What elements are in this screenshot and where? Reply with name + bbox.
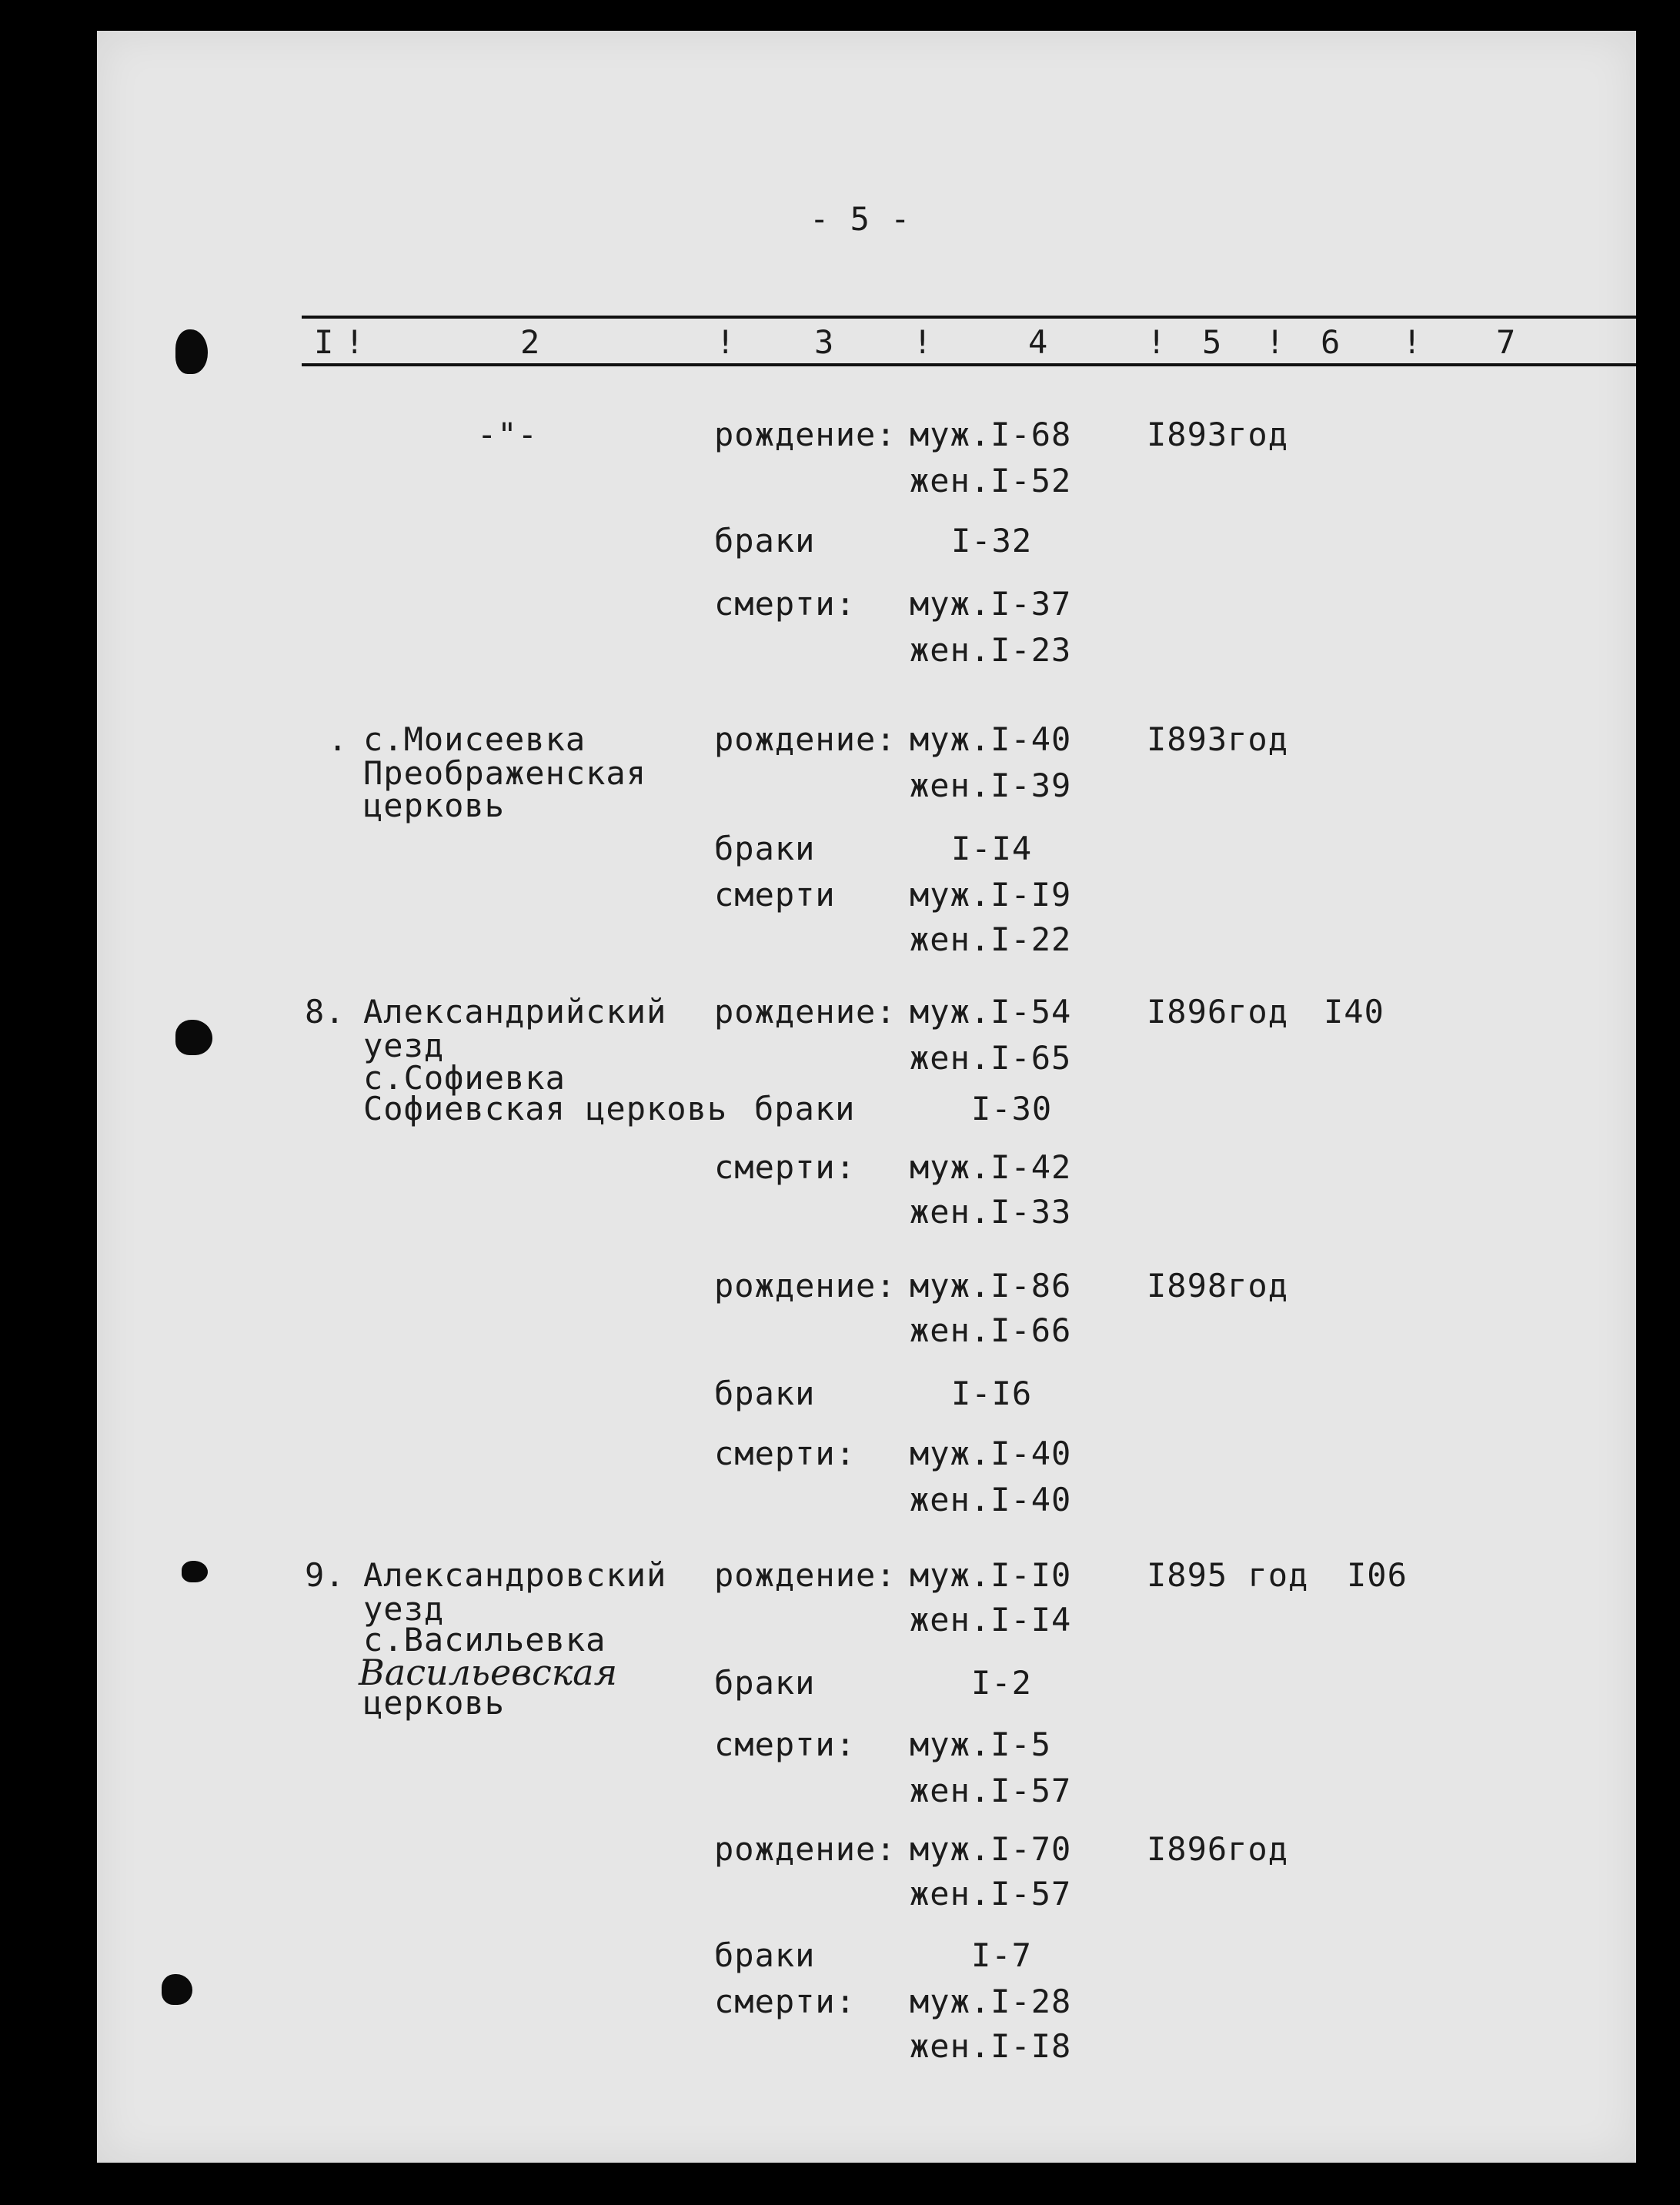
event-label: браки [714,1936,816,1974]
event-value: I-32 [951,522,1033,560]
place-line: уезд [363,1027,445,1064]
event-value: жен.I-I8 [910,2027,1072,2065]
event-value: муж.I-40 [910,720,1072,758]
event-label: смерти: [714,1435,857,1472]
place-line: церковь [363,787,506,824]
event-value: муж.I-42 [910,1148,1072,1186]
event-value: жен.I-22 [910,920,1072,958]
event-label: рождение: [714,1830,897,1868]
col-separator: ! [1265,323,1286,361]
event-value: муж.I-37 [910,585,1072,623]
event-label: браки [714,1664,816,1702]
event-value: муж.I-5 [910,1726,1052,1763]
event-label: браки [714,1375,816,1412]
event-value: жен.I-66 [910,1311,1072,1349]
hole-mark [162,1974,192,2005]
count-value: I40 [1324,993,1384,1031]
handwritten-place-line: Васильевская [359,1652,618,1693]
event-value: I-I6 [951,1375,1033,1412]
entry-number: . [328,720,349,758]
event-value: муж.I-54 [910,993,1072,1031]
event-value: жен.I-52 [910,462,1072,499]
event-label: браки [714,522,816,560]
year-value: I893год [1147,720,1289,758]
year-value: I893год [1147,416,1289,453]
col-header-4: 4 [1028,323,1049,361]
col-header-1: I [314,323,335,361]
event-value: жен.I-39 [910,767,1072,804]
event-label: смерти: [714,1726,857,1763]
col-separator: ! [913,323,934,361]
event-label: рождение: [714,416,897,453]
event-label: смерти: [714,585,857,623]
event-value: I-I4 [951,830,1033,867]
hole-mark [175,1020,212,1055]
event-value: жен.I-65 [910,1039,1072,1077]
place-line: Преображенская [363,754,647,792]
event-label: браки [754,1090,856,1128]
col-header-6: 6 [1321,323,1341,361]
event-value: муж.I-28 [910,1983,1072,2020]
year-value: I898год [1147,1267,1289,1305]
event-value: I-2 [971,1664,1032,1702]
event-value: жен.I-I4 [910,1601,1072,1639]
place-line: Софиевская церковь [363,1090,728,1128]
event-value: жен.I-33 [910,1193,1072,1231]
col-header-3: 3 [814,323,835,361]
event-label: смерти: [714,1983,857,2020]
event-value: жен.I-57 [910,1772,1072,1809]
header-top-rule [302,316,1636,319]
event-value: I-30 [971,1090,1053,1128]
event-value: муж.I-40 [910,1435,1072,1472]
event-value: I-7 [971,1936,1032,1974]
col-separator: ! [1147,323,1167,361]
col-header-2: 2 [520,323,541,361]
event-value: муж.I-I9 [910,876,1072,914]
col-separator: ! [1402,323,1423,361]
event-value: жен.I-23 [910,631,1072,669]
year-value: I896год [1147,993,1289,1031]
place-line: с.Васильевка [363,1621,606,1659]
event-value: муж.I-86 [910,1267,1072,1305]
place-line: -"- [477,416,538,453]
place-line: уезд [363,1590,445,1628]
header-bottom-rule [302,363,1636,366]
event-value: жен.I-40 [910,1481,1072,1518]
event-label: рождение: [714,1556,897,1594]
event-value: муж.I-68 [910,416,1072,453]
hole-mark [175,329,208,374]
place-line: Александрийский [363,993,667,1031]
col-separator: ! [716,323,736,361]
event-label: смерти [714,876,836,914]
place-line: с.Моисеевка [363,720,586,758]
place-line: церковь [363,1684,506,1722]
entry-number: 9. [305,1556,346,1594]
event-value: муж.I-70 [910,1830,1072,1868]
event-label: рождение: [714,1267,897,1305]
event-label: рождение: [714,993,897,1031]
year-value: I896год [1147,1830,1289,1868]
event-value: жен.I-57 [910,1875,1072,1913]
col-header-5: 5 [1202,323,1223,361]
col-separator: ! [345,323,366,361]
year-value: I895 год [1147,1556,1309,1594]
col-header-7: 7 [1496,323,1517,361]
place-line: с.Софиевка [363,1059,566,1097]
entry-number: 8. [305,993,346,1031]
hole-mark [182,1561,208,1582]
page-number: - 5 - [810,200,911,238]
event-label: браки [714,830,816,867]
event-label: рождение: [714,720,897,758]
event-label: смерти: [714,1148,857,1186]
count-value: I06 [1347,1556,1408,1594]
event-value: муж.I-I0 [910,1556,1072,1594]
place-line: Александровский [363,1556,667,1594]
